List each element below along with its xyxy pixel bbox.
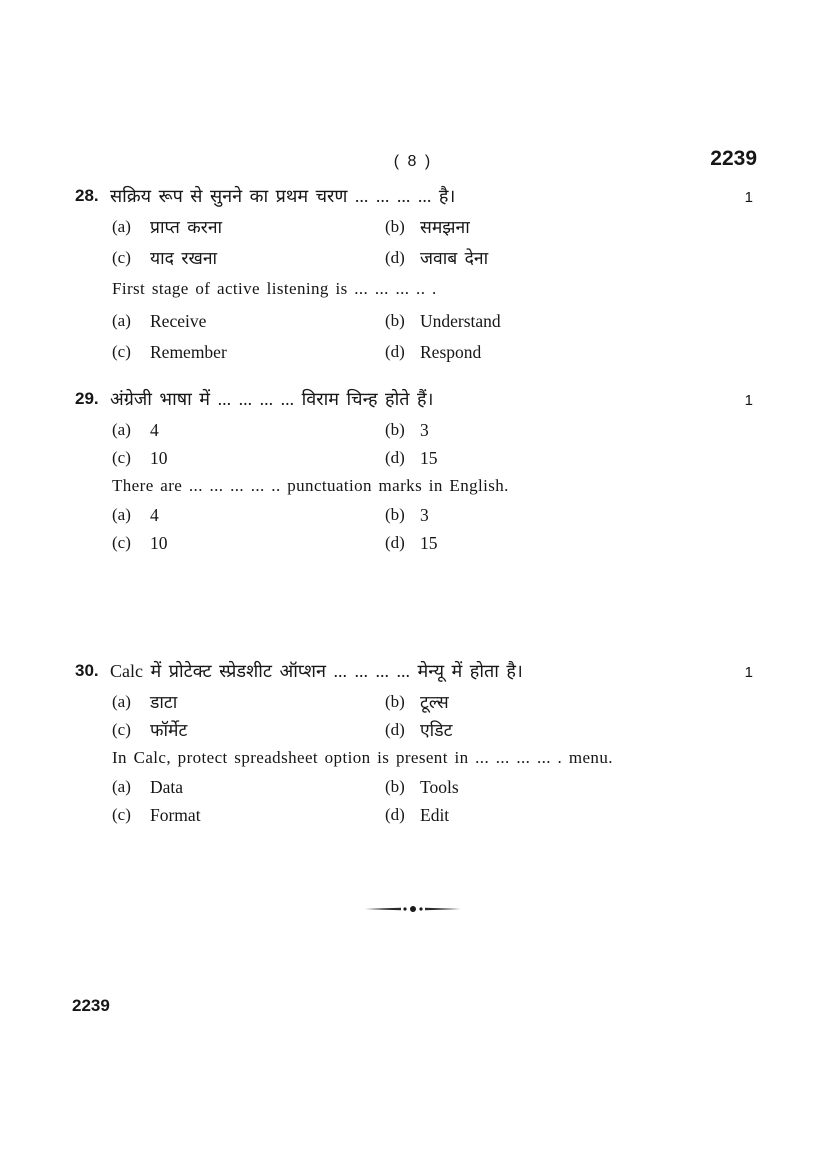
- paper-code-footer: 2239: [72, 996, 110, 1015]
- question-29-hindi-line: [0, 387, 826, 418]
- options-row: [0, 215, 826, 246]
- option-text-d: Edit: [420, 805, 450, 825]
- options-row: [0, 446, 826, 474]
- option-text-a: 4: [150, 420, 159, 440]
- option-text-c: 10: [150, 533, 168, 553]
- question-30-hindi-line: [0, 659, 826, 690]
- option-label-d: (d): [385, 448, 405, 467]
- option-text-b: 3: [420, 505, 429, 525]
- page-number: ( 8 ): [393, 153, 433, 170]
- option-label-b: (b): [385, 311, 405, 330]
- question-text-hindi: सक्रिय रूप से सुनने का प्रथम चरण ... ... ... ... है।: [110, 186, 456, 206]
- options-row: [0, 803, 826, 831]
- option-label-c: (c): [112, 342, 131, 361]
- end-ornament-divider: [365, 901, 461, 919]
- option-label-b: (b): [385, 777, 405, 796]
- option-label-a: (a): [112, 777, 131, 796]
- question-30-english-line: [0, 746, 826, 775]
- option-text-c: 10: [150, 448, 168, 468]
- question-29: [0, 387, 826, 559]
- question-number: 30.: [75, 661, 99, 680]
- options-row: [0, 718, 826, 746]
- options-row: [0, 503, 826, 531]
- options-row: [0, 775, 826, 803]
- option-label-d: (d): [385, 533, 405, 552]
- divider-graphic: [365, 904, 461, 914]
- options-row: [0, 418, 826, 446]
- option-text-c: फॉर्मेट: [150, 720, 188, 740]
- question-text-hindi: Calc में प्रोटेक्ट स्प्रेडशीट ऑप्शन ... ... ... ... मेन्यू में होता है।: [110, 661, 523, 681]
- option-label-b: (b): [385, 692, 405, 711]
- option-text-c: Remember: [150, 342, 227, 362]
- option-text-b: 3: [420, 420, 429, 440]
- option-label-a: (a): [112, 692, 131, 711]
- option-label-b: (b): [385, 217, 405, 236]
- question-number: 29.: [75, 389, 99, 408]
- option-label-d: (d): [385, 805, 405, 824]
- option-label-b: (b): [385, 420, 405, 439]
- options-row: [0, 246, 826, 277]
- option-label-d: (d): [385, 720, 405, 739]
- option-label-d: (d): [385, 248, 405, 267]
- question-29-english-line: [0, 474, 826, 503]
- option-label-d: (d): [385, 342, 405, 361]
- options-row: [0, 690, 826, 718]
- option-text-b: समझना: [420, 217, 470, 237]
- question-marks: 1: [744, 664, 753, 681]
- option-text-b: टूल्स: [420, 692, 449, 712]
- option-text-a: प्राप्त करना: [150, 217, 223, 237]
- option-label-c: (c): [112, 248, 131, 267]
- question-text-english: There are ... ... ... ... .. punctuation marks in English.: [112, 476, 509, 495]
- question-text-english: First stage of active listening is ... ... ... .. .: [112, 279, 437, 298]
- option-text-c: याद रखना: [150, 248, 218, 268]
- question-number: 28.: [75, 186, 99, 205]
- option-label-a: (a): [112, 420, 131, 439]
- option-label-b: (b): [385, 505, 405, 524]
- question-marks: 1: [744, 392, 753, 409]
- option-text-a: Data: [150, 777, 184, 797]
- option-text-d: 15: [420, 448, 438, 468]
- paper-code-header: 2239: [710, 147, 757, 170]
- option-text-a: Receive: [150, 311, 207, 331]
- option-label-c: (c): [112, 720, 131, 739]
- option-label-c: (c): [112, 805, 131, 824]
- option-text-a: 4: [150, 505, 159, 525]
- option-text-b: Understand: [420, 311, 501, 331]
- options-row: [0, 340, 826, 371]
- option-label-a: (a): [112, 505, 131, 524]
- option-label-c: (c): [112, 448, 131, 467]
- question-28: [0, 184, 826, 371]
- option-text-b: Tools: [420, 777, 459, 797]
- question-28-english-line: [0, 277, 826, 309]
- option-text-c: Format: [150, 805, 201, 825]
- option-text-d: 15: [420, 533, 438, 553]
- question-30: [0, 659, 826, 831]
- option-label-a: (a): [112, 311, 131, 330]
- options-row: [0, 309, 826, 340]
- option-text-d: Respond: [420, 342, 482, 362]
- question-text-english: In Calc, protect spreadsheet option is present in ... ... ... ... . menu.: [112, 748, 613, 767]
- question-marks: 1: [744, 189, 753, 206]
- option-text-a: डाटा: [150, 692, 178, 712]
- option-label-a: (a): [112, 217, 131, 236]
- options-row: [0, 531, 826, 559]
- option-text-d: एडिट: [420, 720, 453, 740]
- option-label-c: (c): [112, 533, 131, 552]
- question-28-hindi-line: [0, 184, 826, 215]
- option-text-d: जवाब देना: [420, 248, 489, 268]
- question-text-hindi: अंग्रेजी भाषा में ... ... ... ... विराम चिन्ह होते हैं।: [110, 389, 434, 409]
